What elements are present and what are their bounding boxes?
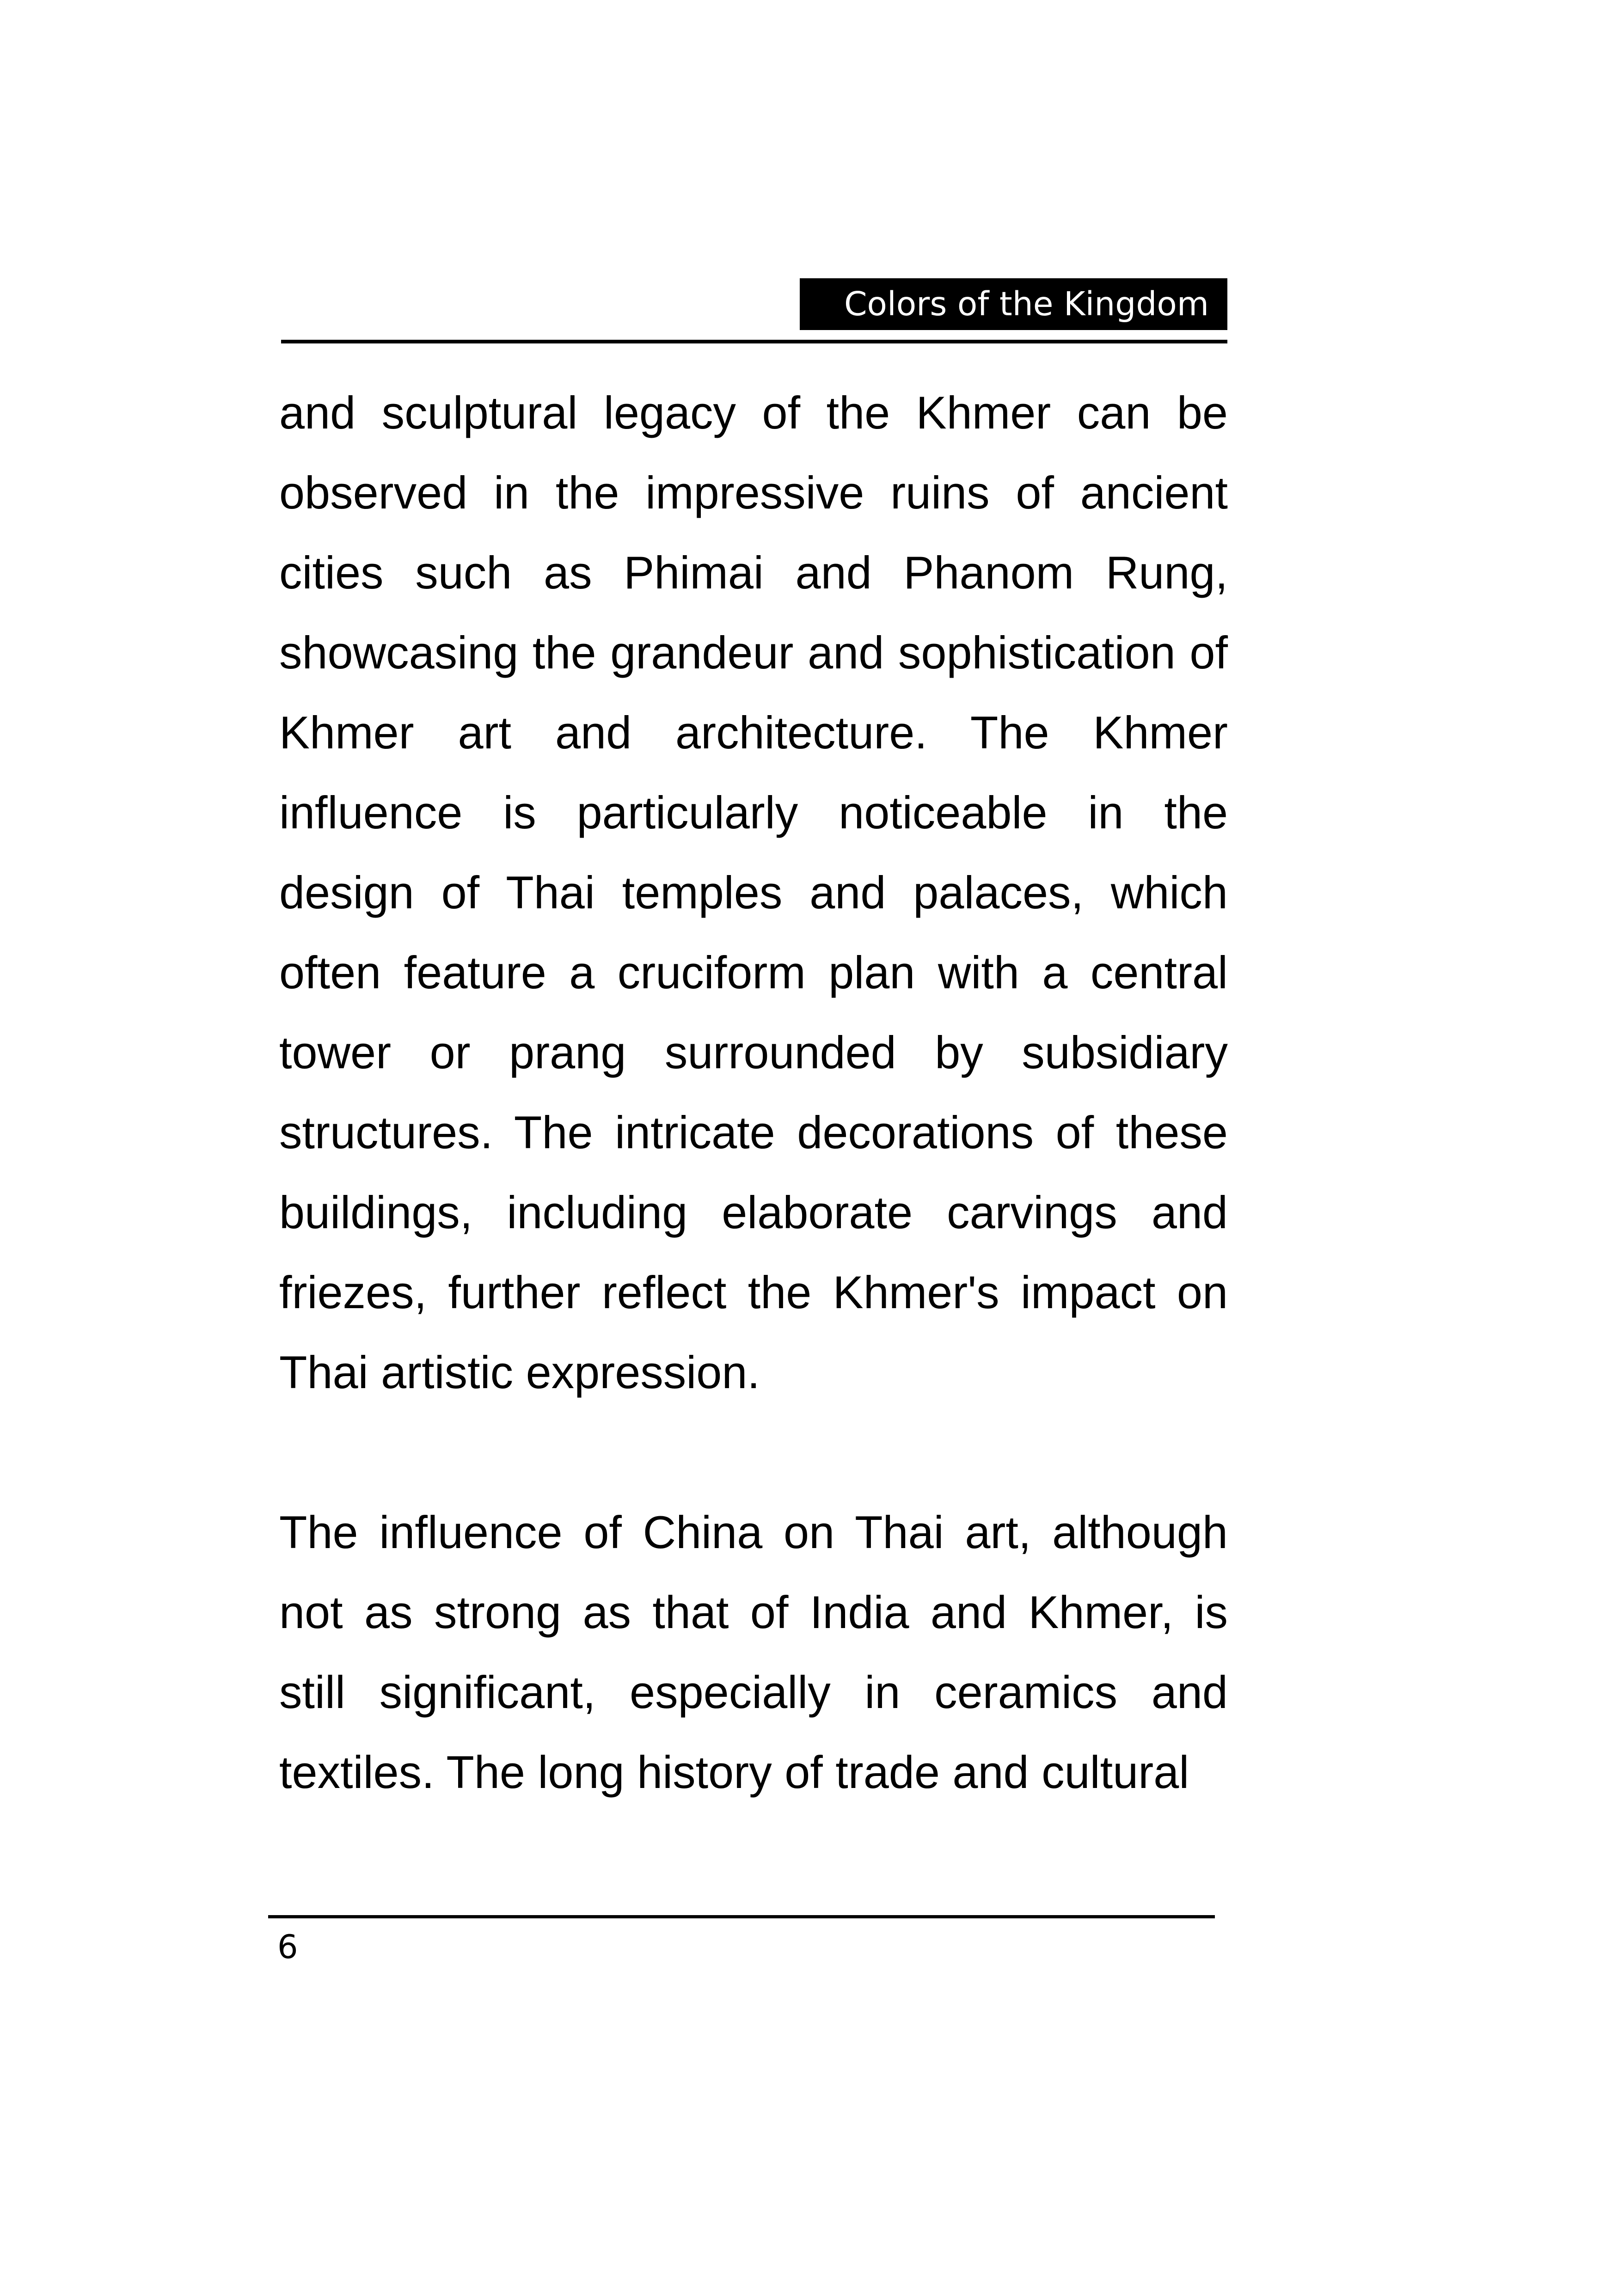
- body-text: [279, 373, 1228, 1812]
- header-divider: [281, 340, 1227, 343]
- footer-divider: [268, 1915, 1215, 1918]
- paragraph: The influence of China on Thai art, although not as strong as that of India and Khmer, is still significant, especially in ceramics and textiles. The long history of trade and cultural: [279, 1506, 1228, 1798]
- page-number: 6: [277, 1928, 298, 1966]
- running-header-title: Colors of the Kingdom: [800, 278, 1227, 330]
- paragraph: and sculptural legacy of the Khmer can be observed in the impressive ruins of ancient cities such as Phimai and Phanom Rung, showcasing the grandeur and sophistication of Khmer art and architecture. The Khmer influence is particularly noticeable in the design of Thai temples and palaces, which often feature a cruciform plan with a central tower or prang surrounded by subsidiary structures. The intricate decorations of these buildings, including elaborate carvings and friezes, further reflect the Khmer's impact on Thai artistic expression.: [279, 387, 1228, 1398]
